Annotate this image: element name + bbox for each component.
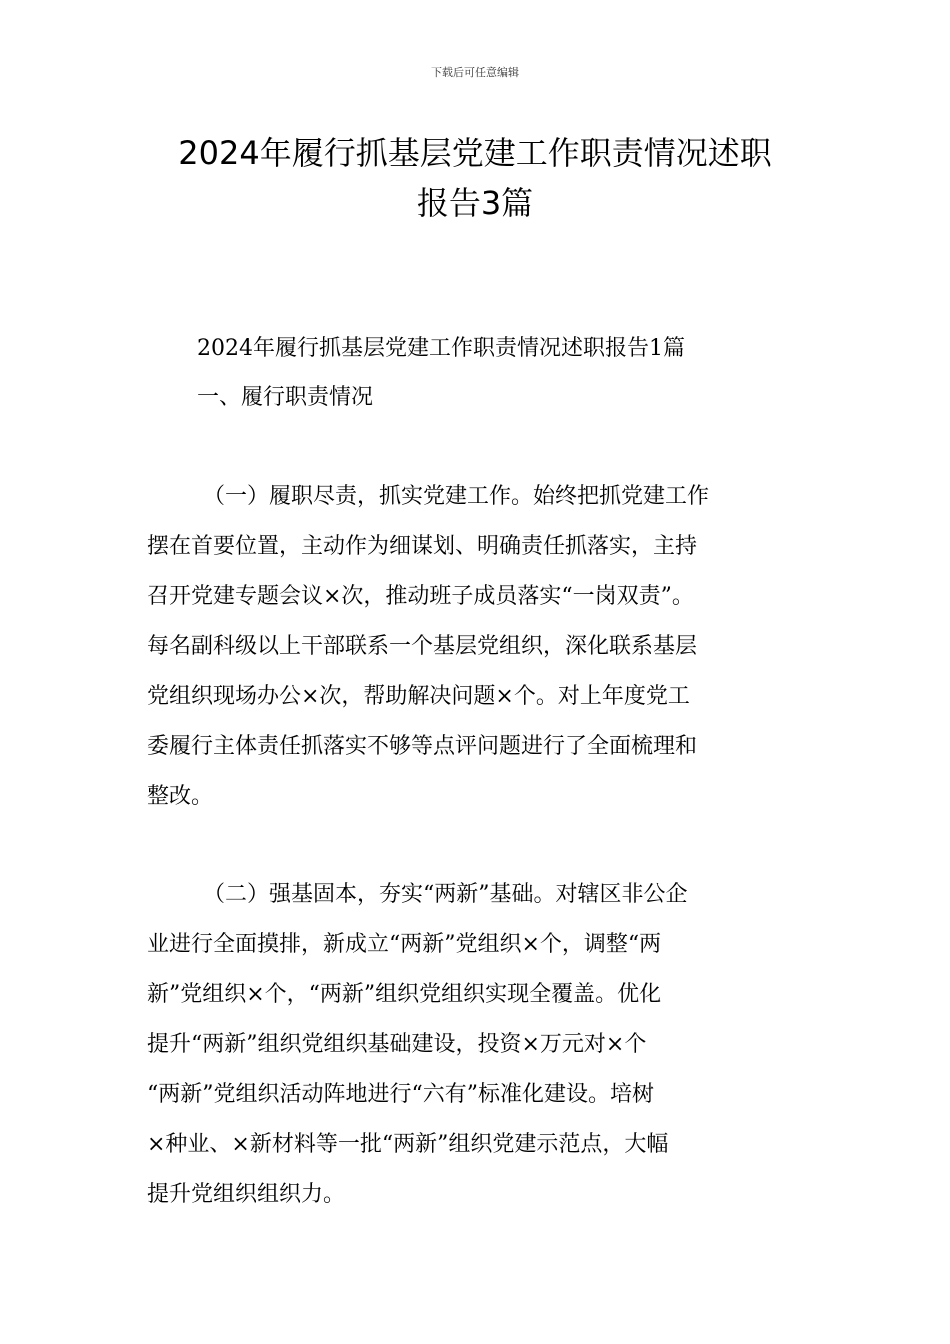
paragraph-line: 摆在首要位置，主动作为细谋划、明确责任抓落实，主持: [147, 534, 698, 559]
paragraph-line: 党组织现场办公×次，帮助解决问题×个。对上年度党工: [147, 684, 690, 709]
section-heading: 一、履行职责情况: [197, 385, 374, 410]
paragraph-line: 提升党组织组织力。: [147, 1182, 346, 1207]
paragraph-line: 整改。: [147, 784, 214, 809]
paragraph-line: “两新”党组织活动阵地进行“六有”标准化建设。培树: [147, 1082, 654, 1107]
paragraph-line: 召开党建专题会议×次，推动班子成员落实“一岗双责”。: [147, 584, 694, 609]
title-line-1: 2024年履行抓基层党建工作职责情况述职: [178, 134, 772, 172]
title-line-2: 报告3篇: [416, 184, 534, 222]
paragraph-line: 业进行全面摸排，新成立“两新”党组织×个，调整“两: [147, 932, 662, 957]
paragraph-line: ×种业、×新材料等一批“两新”组织党建示范点，大幅: [147, 1132, 669, 1157]
paragraph-1: [147, 472, 819, 822]
paragraph-line: 新”党组织×个，“两新”组织党组织实现全覆盖。优化: [147, 982, 662, 1007]
paragraph-line: 每名副科级以上干部联系一个基层党组织，深化联系基层: [147, 634, 698, 659]
document-title: [120, 128, 830, 228]
header-note: 下载后可任意编辑: [431, 66, 519, 79]
paragraph-2: [147, 870, 819, 1220]
report-subtitle: 2024年履行抓基层党建工作职责情况述职报告1篇: [197, 336, 685, 361]
paragraph-line: （二）强基固本，夯实“两新”基础。对辖区非公企: [203, 882, 688, 907]
paragraph-line: 提升“两新”组织党组织基础建设，投资×万元对×个: [147, 1032, 647, 1057]
paragraph-line: 委履行主体责任抓落实不够等点评问题进行了全面梳理和: [147, 734, 698, 759]
paragraph-line: （一）履职尽责，抓实党建工作。始终把抓党建工作: [203, 484, 710, 509]
